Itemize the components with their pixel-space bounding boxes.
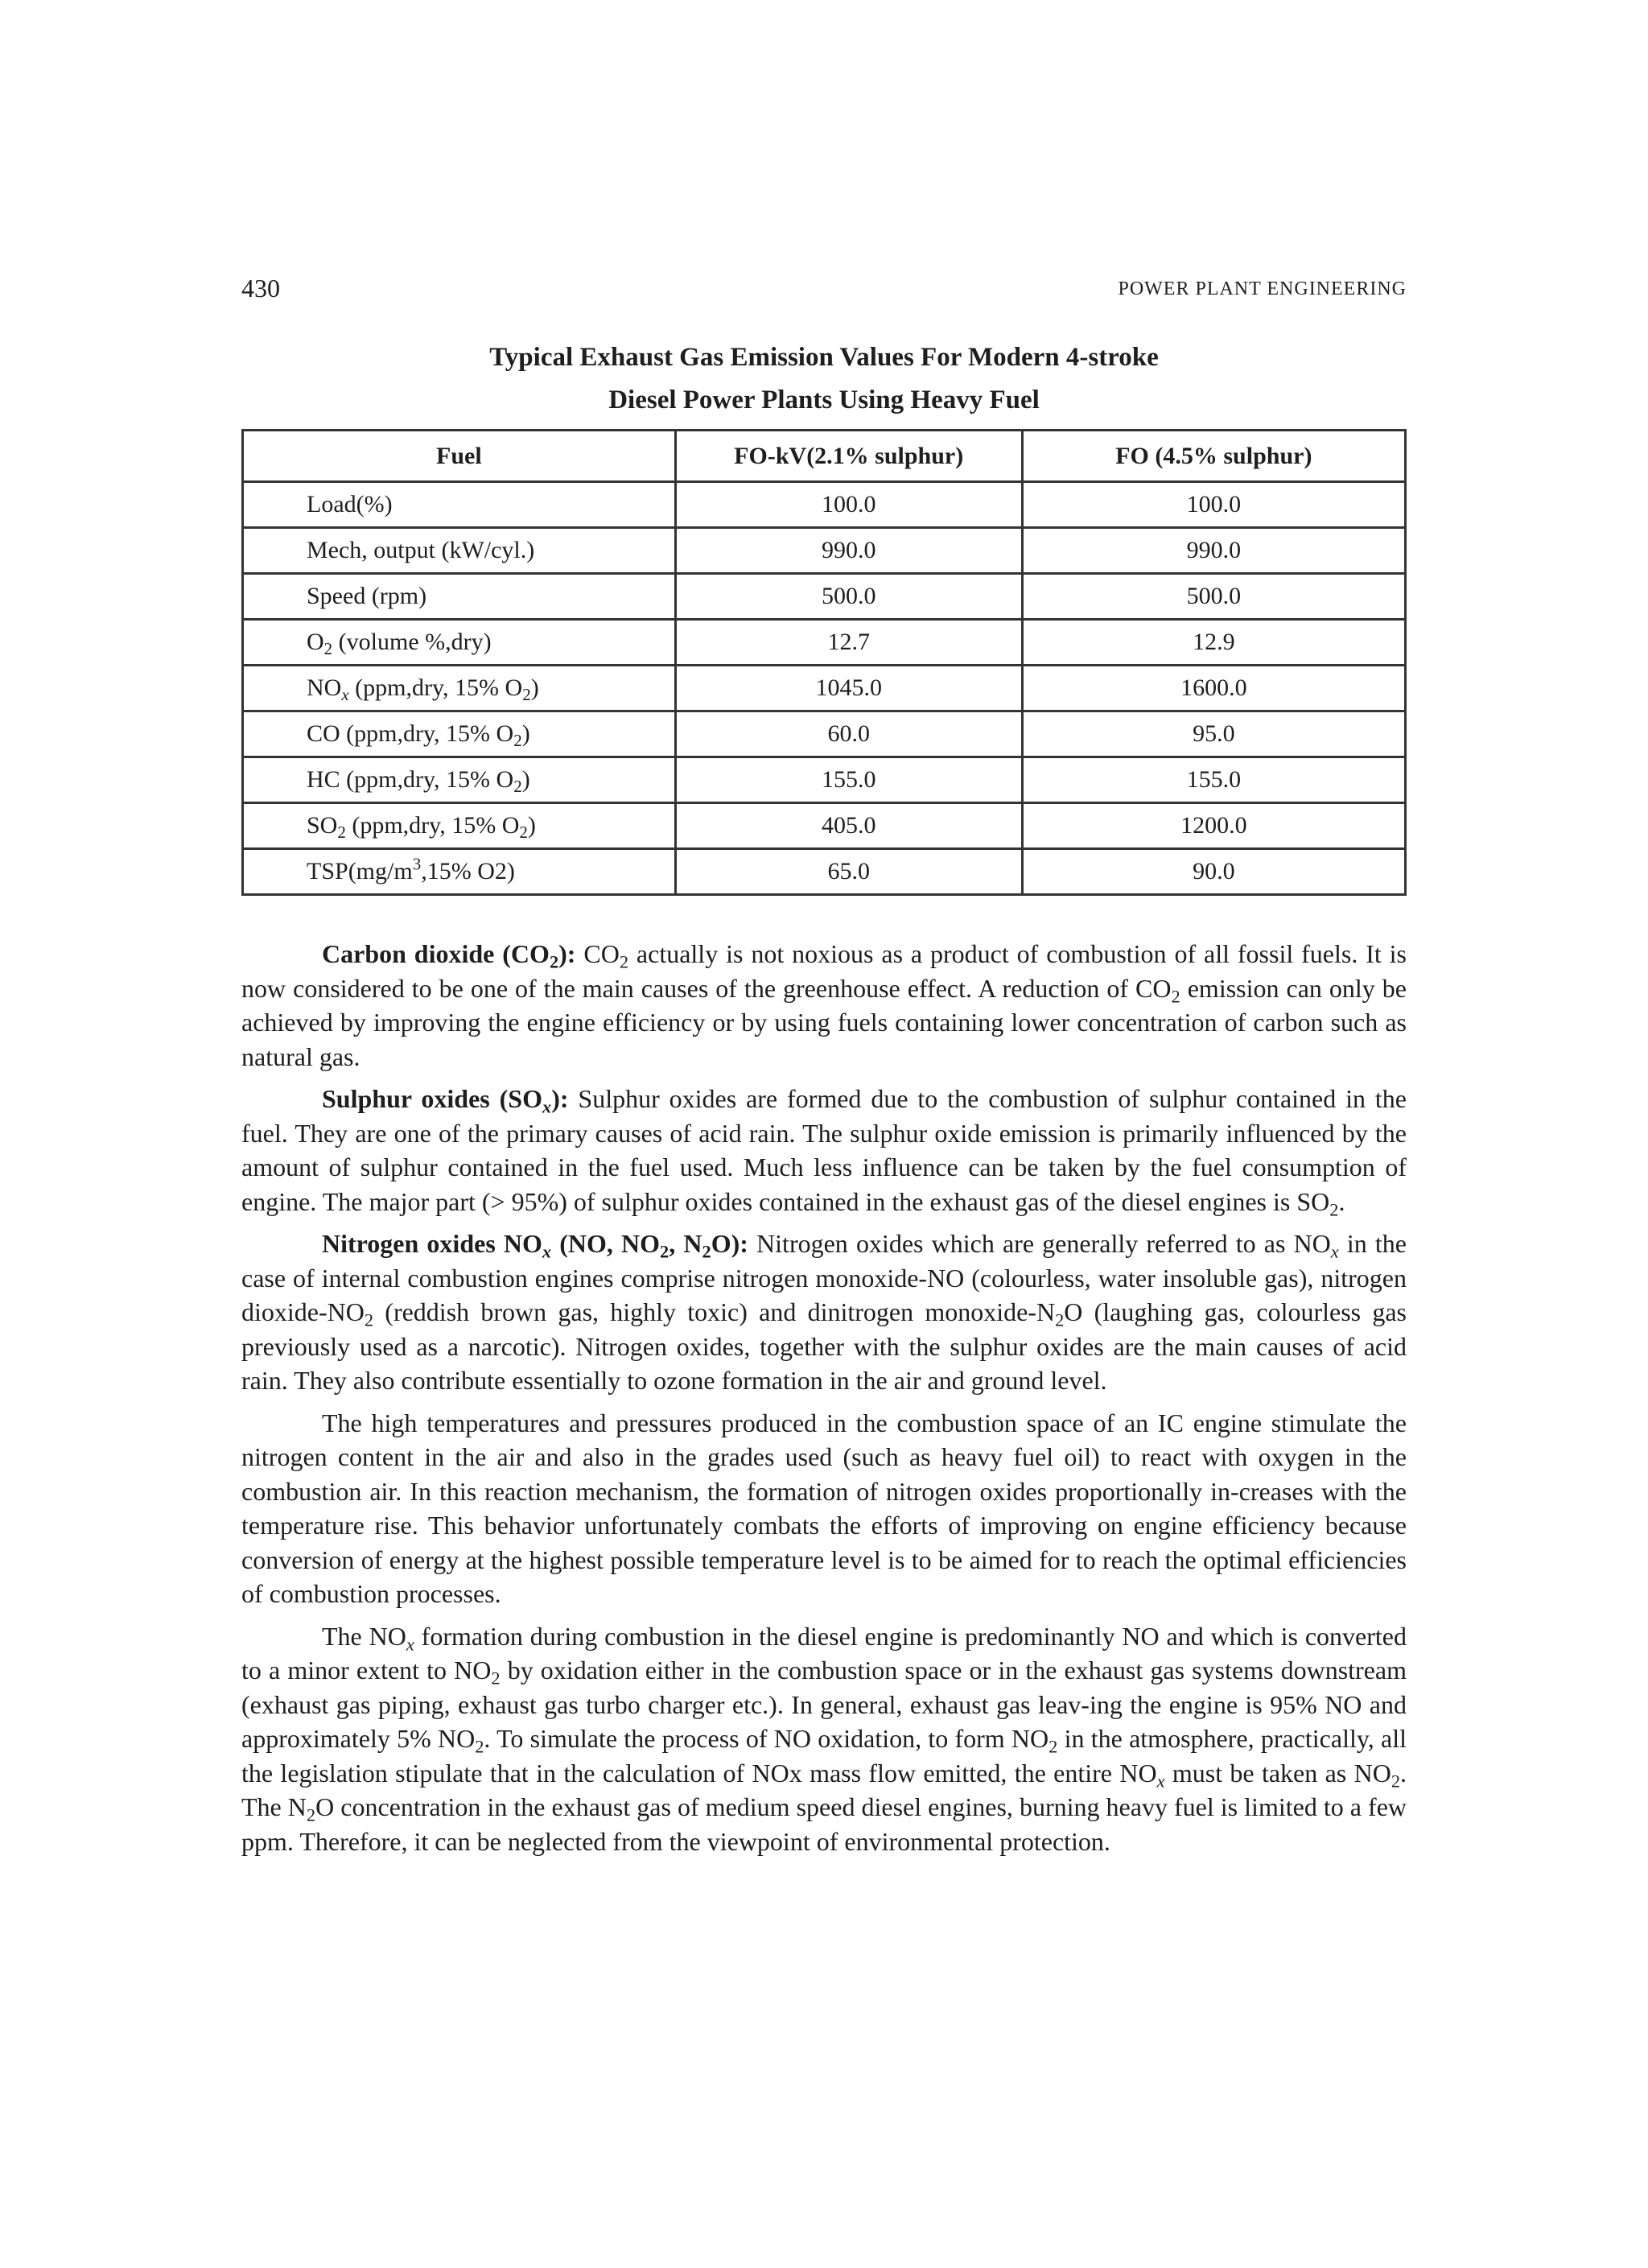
cell-value-fo: 1600.0 (1022, 666, 1405, 711)
cell-value-fo: 90.0 (1022, 849, 1405, 895)
row-label: $TSP(mg/m^3,15\%$ O2) (243, 849, 676, 895)
cell-value-fo-kv: 100.0 (675, 482, 1022, 528)
body-text (241, 937, 1407, 1866)
cell-value-fo-kv: 12.7 (675, 620, 1022, 666)
cell-value-fo: 155.0 (1022, 757, 1405, 803)
page-number: 430 (241, 274, 280, 303)
cell-value-fo-kv: 500.0 (675, 574, 1022, 620)
table-row (243, 711, 1406, 757)
row-label: Speed (rpm) (243, 574, 676, 620)
paragraph-carbon-dioxide: Carbon dioxide $(CO_2)$: $CO_2$ actually is not noxious as a product of combustion of all fossil fuels. It is now considered to be one of the main causes of the greenhouse effect. A reduction of $CO_2$ emission can only be achieved by improving the engine efficiency or by using fuels containing lower concentration of carbon such as natural gas. (241, 939, 1407, 1071)
row-label: CO (ppm,dry, 15% $O_2$) (243, 711, 676, 757)
running-head: POWER PLANT ENGINEERING (1118, 278, 1407, 299)
cell-value-fo-kv: 1045.0 (675, 666, 1022, 711)
table-title-line-2: Diesel Power Plants Using Heavy Fuel (608, 386, 1040, 414)
table-row (243, 757, 1406, 803)
table-row (243, 666, 1406, 711)
table-row (243, 528, 1406, 574)
paragraph-heading: Nitrogen oxides $NO_x$ (NO, $NO_2$, $N_2O$): (322, 1229, 748, 1262)
table-title-line-1: Typical Exhaust Gas Emission Values For Modern 4-stroke (489, 343, 1159, 372)
column-header-fo: FO (4.5% sulphur) (1022, 431, 1405, 482)
cell-value-fo-kv: 990.0 (675, 528, 1022, 574)
row-label: HC (ppm,dry, 15% $O_2$) (243, 757, 676, 803)
cell-value-fo: 100.0 (1022, 482, 1405, 528)
paragraph-temperature: The high temperatures and pressures produced in the combustion space of an IC engine stimulate the nitrogen content in the air and also in the grades used (such as heavy fuel oil) to react with oxygen in the combustion air. In this reaction mechanism, the formation of nitrogen oxides proportionally in-creases with the temperature rise. This behavior unfortunately combats the efforts of improving on engine efficiency because conversion of energy at the highest possible temperature level is to be aimed for to reach the optimal efficiencies of combustion processes. (241, 1408, 1407, 1608)
paragraph-heading: Sulphur oxides $(SO_x)$: (322, 1084, 569, 1117)
table-row (243, 482, 1406, 528)
row-label: Load(%) (243, 482, 676, 528)
table-row (243, 620, 1406, 666)
paragraph-nitrogen-oxides: Nitrogen oxides $NO_x$ (NO, $NO_2$, $N_2O$): Nitrogen oxides which are generally referred to as $NO_x$ in the case of internal combustion engines comprise nitrogen monoxide-NO (colourless, water insoluble gas), nitrogen dioxide-$NO_2$ (reddish brown gas, highly toxic) and dinitrogen monoxide-$N_2O$ (laughing gas, colourless gas previously used as a narcotic). Nitrogen oxides, together with the sulphur oxides are the main causes of acid rain. They also contribute essentially to ozone formation in the air and ground level. (241, 1229, 1407, 1395)
paragraph-heading: Carbon dioxide $(CO_2)$: (322, 939, 576, 972)
paragraph-nox-formation: The $NO_x$ formation during combustion in the diesel engine is predominantly NO and which is converted to a minor extent to $NO_2$ by oxidation either in the combustion space or in the exhaust gas systems downstream (exhaust gas piping, exhaust gas turbo charger etc.). In general, exhaust gas leav-ing the engine is 95% NO and approximately 5% $NO_2$. To simulate the process of NO oxidation, to form $NO_2$ in the atmosphere, practically, all the legislation stipulate that in the calculation of NOx mass flow emitted, the entire $NO_x$ must be taken as $NO_2$. The $N_2O$ concentration in the exhaust gas of medium speed diesel engines, burning heavy fuel is limited to a few ppm. Therefore, it can be neglected from the viewpoint of environmental protection. (241, 1621, 1407, 1856)
row-label: Mech, output (kW/cyl.) (243, 528, 676, 574)
table-title (241, 336, 1407, 422)
cell-value-fo: 990.0 (1022, 528, 1405, 574)
row-label: $SO_2$ (ppm,dry, 15% $O_2$) (243, 803, 676, 849)
cell-value-fo-kv: 60.0 (675, 711, 1022, 757)
table-row (243, 803, 1406, 849)
cell-value-fo: 95.0 (1022, 711, 1405, 757)
cell-value-fo-kv: 405.0 (675, 803, 1022, 849)
table-row (243, 574, 1406, 620)
cell-value-fo: 500.0 (1022, 574, 1405, 620)
emission-table (241, 429, 1407, 896)
column-header-fuel: Fuel (243, 431, 676, 482)
column-header-fo-kv: FO-kV(2.1% sulphur) (675, 431, 1022, 482)
paragraph-sulphur-oxides: Sulphur oxides $(SO_x)$: Sulphur oxides are formed due to the combustion of sulphur contained in the fuel. They are one of the primary causes of acid rain. The sulphur oxide emission is primarily influenced by the amount of sulphur contained in the fuel used. Much less influence can be taken by the fuel consumption of engine. The major part (> 95%) of sulphur oxides contained in the exhaust gas of the diesel engines is $SO_2$. (241, 1084, 1407, 1219)
table-header-row (243, 431, 1406, 482)
cell-value-fo-kv: 65.0 (675, 849, 1022, 895)
cell-value-fo-kv: 155.0 (675, 757, 1022, 803)
row-label: $O_2$ (volume %,dry) (243, 620, 676, 666)
row-label: $NO_x$ (ppm,dry, 15% $O_2$) (243, 666, 676, 711)
cell-value-fo: 1200.0 (1022, 803, 1405, 849)
cell-value-fo: 12.9 (1022, 620, 1405, 666)
table-row (243, 849, 1406, 895)
